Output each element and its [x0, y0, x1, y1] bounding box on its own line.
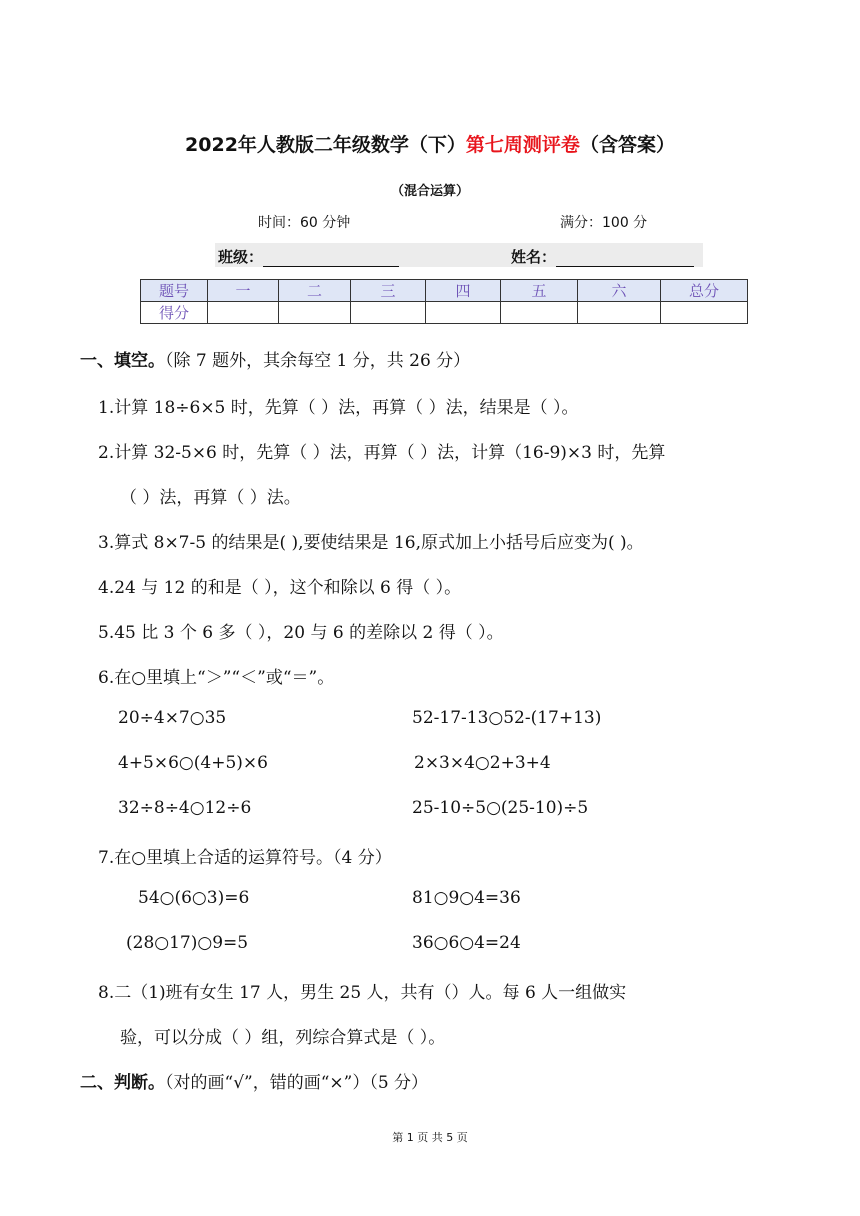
score-cell[interactable] [426, 302, 501, 324]
class-field [218, 246, 399, 267]
section-1-note: （除 7 题外，其余每空 1 分，共 26 分） [165, 351, 471, 371]
score-cell[interactable] [351, 302, 426, 324]
title-part-3: （含答案） [579, 134, 675, 156]
q6-item: 25-10÷5○(25-10)÷5 [412, 798, 589, 818]
score-cell[interactable] [501, 302, 578, 324]
q7-item: 36○6○4=24 [412, 933, 521, 953]
header-cell: 六 [578, 280, 661, 302]
score-cell[interactable] [661, 302, 748, 324]
score-table-header-row [141, 280, 748, 302]
question-4: 4.24 与 12 的和是（ ），这个和除以 6 得（ ）。 [98, 578, 462, 598]
section-2-note: （对的画“√”，错的画“×”）（5 分） [165, 1073, 429, 1093]
header-cell: 题号 [141, 280, 208, 302]
section-1-heading [80, 346, 470, 371]
score-table [140, 279, 748, 324]
question-2-line-1: 2.计算 32-5×6 时，先算（ ）法，再算（ ）法，计算（16-9)×3 时，先算 [98, 443, 666, 463]
name-blank[interactable] [556, 250, 694, 267]
header-cell: 一 [208, 280, 279, 302]
time-label: 时间：60 分钟 [258, 215, 351, 231]
q7-item: 54○(6○3)=6 [138, 888, 250, 908]
section-2-title: 二、判断。 [80, 1073, 165, 1093]
question-6: 6.在○里填上“＞”“＜”或“＝”。 [98, 668, 335, 688]
score-cell[interactable] [279, 302, 351, 324]
header-cell: 二 [279, 280, 351, 302]
header-cell: 三 [351, 280, 426, 302]
section-2-heading [80, 1068, 428, 1093]
header-cell: 五 [501, 280, 578, 302]
question-8-line-1: 8.二（1)班有女生 17 人，男生 25 人，共有（）人。每 6 人一组做实 [98, 983, 627, 1003]
header-cell: 总分 [661, 280, 748, 302]
subtitle: （混合运算） [390, 184, 469, 199]
question-7: 7.在○里填上合适的运算符号。（4 分） [98, 848, 392, 868]
score-cell[interactable] [578, 302, 661, 324]
q6-item: 4+5×6○(4+5)×6 [118, 753, 268, 773]
q6-item: 32÷8÷4○12÷6 [118, 798, 252, 818]
question-2-line-2: （ ）法，再算（ ）法。 [120, 488, 301, 508]
full-score-label: 满分：100 分 [560, 215, 648, 231]
question-1: 1.计算 18÷6×5 时，先算（ ）法，再算（ ）法，结果是（ ）。 [98, 398, 579, 418]
page-title [0, 130, 860, 157]
score-cell[interactable] [208, 302, 279, 324]
section-1-title: 一、填空。 [80, 351, 165, 371]
page-footer: 第 1 页 共 5 页 [392, 1131, 468, 1144]
score-table-score-row [141, 302, 748, 324]
title-part-1: 2022年人教版二年级数学（下） [185, 134, 466, 156]
question-3: 3.算式 8×7-5 的结果是( ),要使结果是 16,原式加上小括号后应变为( )。 [98, 533, 644, 553]
question-5: 5.45 比 3 个 6 多（ ），20 与 6 的差除以 2 得（ ）。 [98, 623, 504, 643]
q7-item: 81○9○4=36 [412, 888, 521, 908]
q6-item: 20÷4×7○35 [118, 708, 227, 728]
q6-item: 52-17-13○52-(17+13) [412, 708, 602, 728]
question-8-line-2: 验，可以分成（ ）组，列综合算式是（ ）。 [120, 1028, 446, 1048]
row-label-cell: 得分 [141, 302, 208, 324]
class-label: 班级： [218, 248, 264, 266]
q6-item: 2×3×4○2+3+4 [414, 753, 551, 773]
title-part-2: 第七周测评卷 [465, 134, 580, 156]
name-field [511, 246, 694, 267]
name-label: 姓名： [511, 248, 557, 266]
class-blank[interactable] [263, 250, 399, 267]
header-cell: 四 [426, 280, 501, 302]
q7-item: (28○17)○9=5 [126, 933, 249, 953]
